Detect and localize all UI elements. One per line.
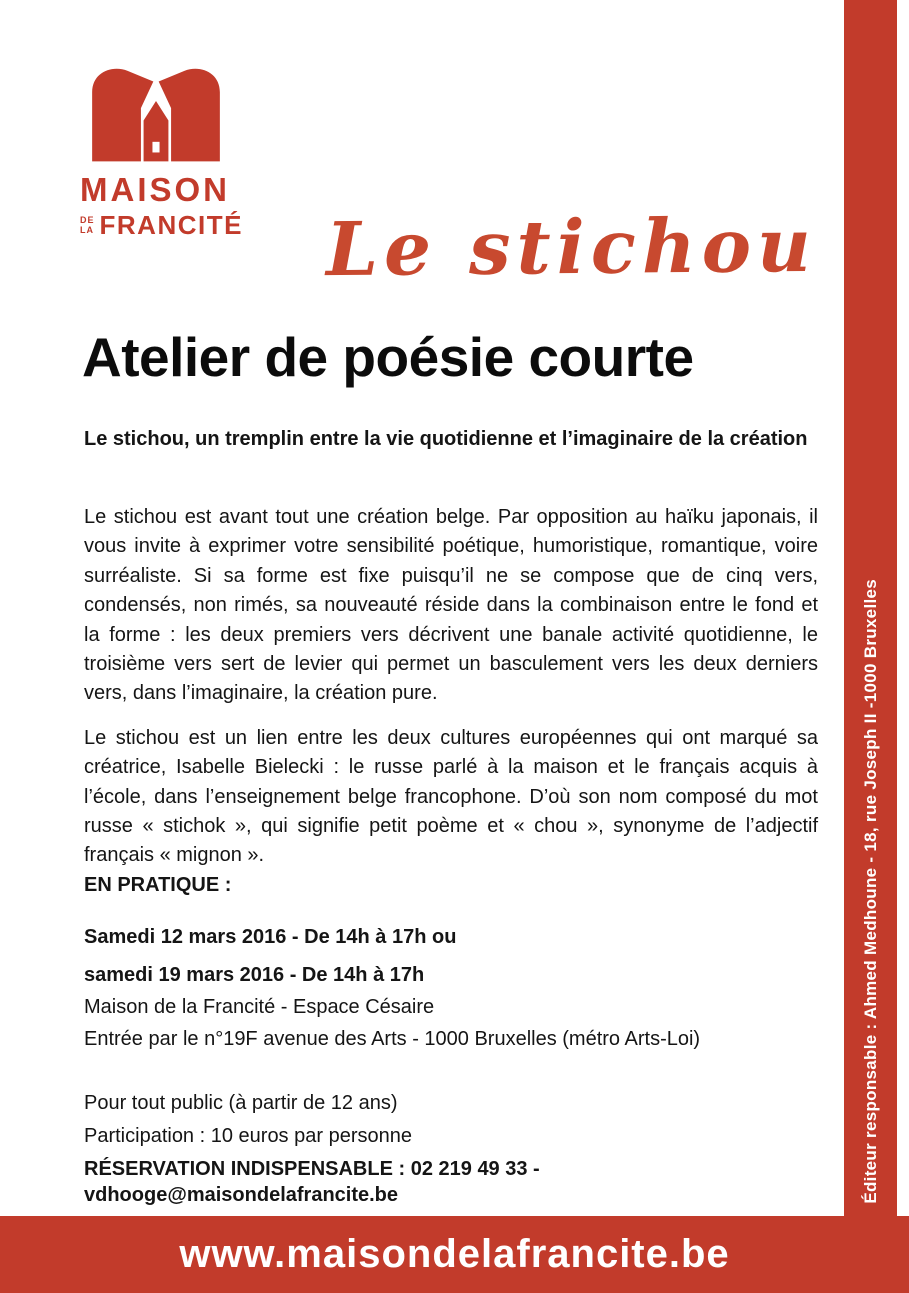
logo-text-line2	[80, 210, 250, 241]
script-title: Le stichou	[325, 202, 818, 294]
practical-info	[84, 872, 828, 1214]
session-date-1: Samedi 12 mars 2016 - De 14h à 17h ou	[84, 926, 457, 948]
venue-line: Maison de la Francité - Espace Césaire	[84, 996, 435, 1018]
logo-text-de-la	[80, 216, 95, 235]
editor-responsible-text: Éditeur responsable : Ahmed Medhoune - 18, rue Joseph II -1000 Bruxelles	[860, 579, 880, 1204]
reservation-line: RÉSERVATION INDISPENSABLE : 02 219 49 33 - vdhooge@maisondelafrancite.be	[84, 1158, 540, 1206]
session-date-2: samedi 19 mars 2016 - De 14h à 17h	[84, 964, 425, 986]
logo-text-de: DE	[80, 215, 95, 226]
entrance-line: Entrée par le n°19F avenue des Arts - 1000 Bruxelles (métro Arts-Loi)	[84, 1028, 701, 1050]
body-paragraph-2: Le stichou est un lien entre les deux cultures européennes qui ont marqué sa créatrice, Isabelle Bielecki : le russe parlé à la maison et le français acquis à l’école, dans l’enseignement belge francophone. D’où son nom composé du mot russe « stichok », qui signifie petit poème et « chou », synonyme de l’adjectif français « mignon ».	[84, 726, 818, 867]
editor-sidebar	[844, 0, 897, 1216]
maison-francite-logo	[80, 62, 250, 241]
lead-paragraph: Le stichou, un tremplin entre la vie quotidienne et l’imaginaire de la création	[84, 428, 808, 450]
fee-line: Participation : 10 euros par personne	[84, 1125, 412, 1147]
body-copy	[84, 503, 818, 871]
practical-heading: EN PRATIQUE :	[84, 874, 232, 896]
footer-bar	[0, 1216, 909, 1293]
website-url: www.maisondelafrancite.be	[179, 1232, 730, 1276]
logo-text-maison: MAISON	[80, 171, 230, 208]
audience-line: Pour tout public (à partir de 12 ans)	[84, 1092, 398, 1114]
logo-text-francite: FRANCITÉ	[99, 210, 243, 240]
body-paragraph-1: Le stichou est avant tout une création belge. Par opposition au haïku japonais, il vous invite à exprimer votre sensibilité poétique, humoristique, romantique, voire surréaliste. Si sa forme est fixe puisqu’il ne se compose que de cinq vers, condensés, non rimés, sa nouveauté réside dans la combinaison entre le fond et la forme : les deux premiers vers décrivent une banale activité quotidienne, le troisième vers sert de levier qui permet un basculement vers les deux derniers vers, dans l’imaginaire, la création pure.	[84, 506, 818, 705]
maison-francite-logo-icon	[82, 62, 230, 164]
logo-text-la: LA	[80, 224, 94, 235]
page-title: Atelier de poésie courte	[82, 326, 694, 388]
